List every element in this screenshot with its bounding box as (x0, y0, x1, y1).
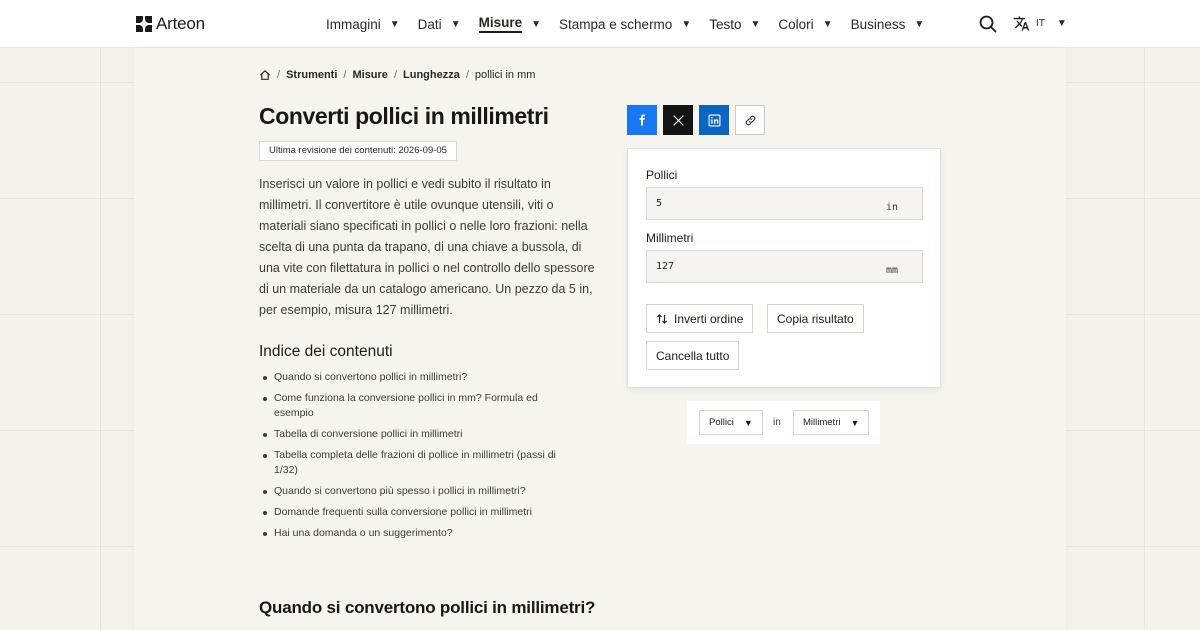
brand-name: Arteon (156, 14, 205, 33)
breadcrumb-separator: / (465, 69, 469, 81)
toc-link[interactable]: Come funziona la conversione pollici in mm? Formula ed esempio (274, 391, 574, 421)
language-selector[interactable] (1013, 15, 1067, 32)
nav-label: Colori (778, 16, 814, 32)
share-buttons (627, 105, 765, 135)
breadcrumb-link-strumenti[interactable]: Strumenti (286, 69, 338, 81)
swap-order-button[interactable] (646, 304, 753, 333)
language-code: IT (1036, 18, 1045, 29)
table-of-contents (274, 370, 574, 547)
intro-paragraph: Inserisci un valore in pollici e vedi subito il risultato in millimetri. Il convertitore è utile ovunque utensili, viti o materiali siano specificati in pollici o nelle loro frazioni: nella scelta di una punta da trapano, di una chiave a bussola, di una vite con filettatura in pollici o nel controllo dello spessore di un materiale da un catalogo americano. Un pezzo da 5 in, per esempio, misura 127 millimetri. (259, 177, 595, 317)
caret-down-icon: ▼ (681, 18, 692, 30)
toc-link[interactable]: Hai una domanda o un suggerimento? (274, 526, 574, 541)
nav-item-dati[interactable] (418, 17, 461, 32)
toc-title: Indice dei contenuti (259, 343, 393, 360)
from-unit-select[interactable] (699, 410, 763, 435)
link-icon (744, 114, 757, 127)
unit-mm-label: mm (885, 265, 898, 276)
nav-label: Stampa e schermo (559, 16, 673, 32)
inches-input[interactable] (647, 188, 867, 219)
logo-mark-icon (136, 16, 152, 32)
nav-item-colori[interactable] (778, 17, 832, 32)
toc-link[interactable]: Tabella di conversione pollici in millimetri (274, 427, 574, 442)
caret-down-icon: ▼ (389, 18, 400, 30)
share-x-button[interactable] (663, 105, 693, 135)
converter-card (627, 148, 941, 388)
caret-down-icon: ▼ (743, 417, 753, 428)
swap-icon (656, 313, 668, 325)
to-unit-select[interactable] (793, 410, 869, 435)
inches-field[interactable] (646, 187, 923, 220)
nav-label: Dati (417, 16, 442, 32)
nav-label: Misure (479, 15, 523, 33)
from-field-label: Pollici (646, 168, 678, 182)
toc-link[interactable]: Quando si convertono più spesso i pollici in millimetri? (274, 484, 574, 499)
nav-label: Immagini (326, 16, 381, 32)
caret-down-icon: ▼ (1056, 18, 1067, 29)
facebook-icon (636, 114, 648, 126)
caret-down-icon: ▼ (822, 18, 833, 30)
share-facebook-button[interactable] (627, 105, 657, 135)
caret-down-icon: ▼ (914, 18, 925, 30)
from-unit-value: Pollici (709, 417, 734, 428)
unit-selector-bar (687, 401, 880, 444)
caret-down-icon: ▼ (450, 18, 461, 30)
breadcrumb-current: pollici in mm (474, 69, 536, 81)
share-linkedin-button[interactable] (699, 105, 729, 135)
section-heading: Quando si convertono pollici in millimetri? (259, 598, 596, 617)
nav-item-business[interactable] (851, 17, 925, 32)
millimeters-field[interactable] (646, 250, 923, 283)
toc-link[interactable]: Quando si convertono pollici in millimetri? (274, 370, 574, 385)
copy-result-button[interactable]: Copia risultato (767, 304, 864, 333)
search-icon[interactable] (979, 15, 997, 33)
x-icon (672, 114, 685, 127)
breadcrumb-link-lunghezza[interactable]: Lunghezza (403, 69, 460, 81)
unit-connector: in (773, 417, 781, 428)
linkedin-icon (708, 114, 721, 127)
main-nav (326, 0, 942, 48)
logo[interactable] (136, 14, 205, 34)
to-unit-value: Millimetri (803, 417, 841, 428)
to-field-label: Millimetri (646, 231, 694, 245)
page-title: Converti pollici in millimetri (259, 103, 549, 129)
breadcrumb-separator: / (277, 69, 281, 81)
caret-down-icon: ▼ (750, 18, 761, 30)
breadcrumb (259, 69, 535, 81)
caret-down-icon: ▼ (531, 18, 542, 30)
nav-label: Business (850, 16, 906, 32)
home-icon[interactable] (259, 69, 271, 81)
toc-link[interactable]: Tabella completa delle frazioni di pollice in millimetri (passi di 1/32) (274, 448, 574, 478)
clear-all-button[interactable]: Cancella tutto (646, 341, 739, 370)
breadcrumb-separator: / (393, 69, 397, 81)
copy-link-button[interactable] (735, 105, 765, 135)
translate-icon (1013, 15, 1030, 32)
breadcrumb-link-misure[interactable]: Misure (352, 69, 388, 81)
caret-down-icon: ▼ (850, 417, 860, 428)
nav-item-immagini[interactable] (326, 17, 400, 32)
revision-badge: Ultima revisione dei contenuti: 2026-09-05 (259, 141, 457, 161)
top-header (0, 0, 1200, 48)
nav-item-misure[interactable] (479, 15, 541, 33)
nav-item-testo[interactable] (709, 17, 760, 32)
breadcrumb-separator: / (343, 69, 347, 81)
millimeters-input[interactable] (647, 251, 867, 282)
unit-in-label: in (885, 202, 898, 213)
toc-link[interactable]: Domande frequenti sulla conversione pollici in millimetri (274, 505, 574, 520)
nav-item-stampa-e-schermo[interactable] (559, 17, 691, 32)
swap-order-label: Inverti ordine (674, 311, 744, 326)
nav-label: Testo (709, 16, 742, 32)
